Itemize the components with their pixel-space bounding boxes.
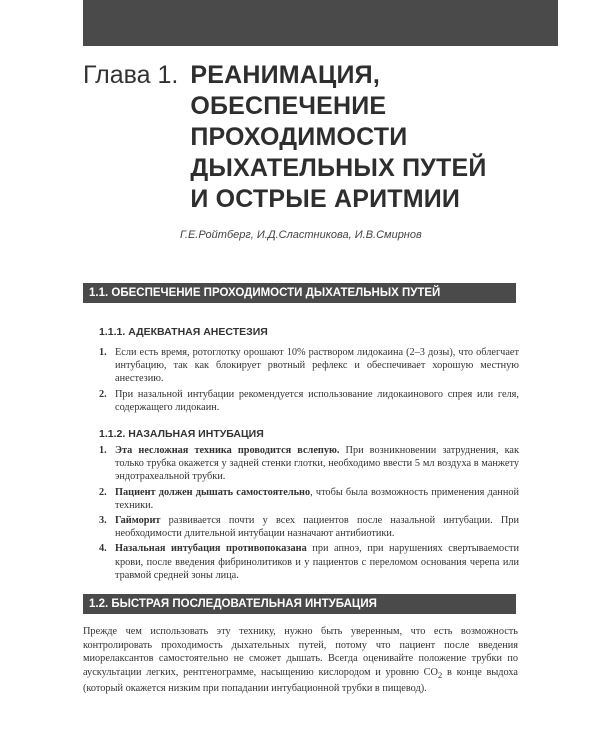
list-item-text: Если есть время, ротоглотку орошают 10% раствором лидокаина (2–3 дозы), что облегчает интубацию, так как блокирует рвотный рефлекс и обеспечивает хорошую местную анестезию. [115, 347, 519, 385]
anesthesia-list [99, 346, 519, 416]
section-heading-1-1: 1.1. ОБЕСПЕЧЕНИЕ ПРОХОДИМОСТИ ДЫХАТЕЛЬНЫХ ПУТЕЙ [83, 283, 516, 303]
list-item-text [115, 542, 519, 582]
chapter-label: Глава 1. [83, 61, 179, 89]
paragraph-text-end: в конце выдоха (который окажется низким при попадании интубационной трубки в пищевод). [83, 666, 518, 695]
section-heading-1-2: 1.2. БЫСТРАЯ ПОСЛЕДОВАТЕЛЬНАЯ ИНТУБАЦИЯ [83, 594, 516, 614]
list-item-emphasis: Назальная интубация противопоказана [115, 543, 307, 555]
paragraph-text: Прежде чем использовать эту технику, нужно быть уверенным, что есть возможность контролировать проходимость дыхательных путей, потому что пациент после введения миорелаксантов самостоятельно не сможет дышать. Всегда оценивайте положение трубки по аускультации легких, рентгенограмме, насыщению кислородом и уровню CO [83, 626, 518, 678]
chapter-title [190, 60, 486, 215]
chapter-heading [83, 60, 553, 215]
chapter-title-line: И ОСТРЫЕ АРИТМИИ [190, 185, 461, 213]
chapter-title-line: РЕАНИМАЦИЯ, [190, 61, 380, 89]
paragraph-subscript: 2 [437, 669, 443, 680]
subsection-heading-1-1-1: 1.1.1. АДЕКВАТНАЯ АНЕСТЕЗИЯ [99, 326, 268, 338]
list-item-emphasis: Пациент должен дышать самостоятельно [115, 486, 311, 498]
list-item-number: 2. [99, 486, 107, 498]
list-item-body: При возникновении затруднения, как только трубка окажется у задней стенки глотки, необходимо ввести 5 мл воздуха в манжету эндотрахеальной трубки. [115, 445, 519, 483]
list-item-number: 1. [99, 347, 107, 358]
rapid-sequence-paragraph [83, 625, 518, 696]
list-item-body: развивается почти у всех пациентов после назальной интубации. При необходимости длительной интубации назначают антибиотики. [115, 515, 519, 540]
subsection-heading-1-1-2: 1.1.2. НАЗАЛЬНАЯ ИНТУБАЦИЯ [99, 428, 264, 440]
nasal-intubation-list [99, 444, 519, 584]
list-item-number: 1. [99, 445, 107, 456]
chapter-title-line: ПРОХОДИМОСТИ [190, 123, 408, 151]
list-item [99, 514, 519, 540]
list-item-emphasis: Эта несложная техника проводится вслепую. [115, 445, 340, 456]
list-item-text [115, 486, 519, 512]
chapter-title-line: ДЫХАТЕЛЬНЫХ ПУТЕЙ [190, 154, 487, 182]
list-item-text [115, 514, 519, 540]
chapter-title-line: ОБЕСПЕЧЕНИЕ [190, 92, 387, 120]
header-bar [83, 0, 558, 46]
list-item-body: , чтобы была возможность применения данной техники. [115, 486, 519, 511]
list-item-emphasis: Гайморит [115, 515, 161, 527]
authors: Г.Е.Ройтберг, И.Д.Сластникова, И.В.Смирнов [180, 229, 422, 241]
list-item [99, 444, 519, 484]
list-item [99, 388, 519, 414]
list-item-number: 4. [99, 543, 107, 555]
list-item-text [115, 444, 519, 484]
list-item [99, 542, 519, 582]
list-item-text: При назальной интубации рекомендуется использование лидокаинового спрея или геля, содержащего лидокаин. [115, 388, 519, 413]
list-item [99, 346, 519, 386]
list-item [99, 486, 519, 512]
list-item-body: при апноэ, при нарушениях свертываемости крови, после введения фибринолитиков и у пациентов с переломом основания черепа или травмой средней зоны лица. [115, 543, 519, 581]
list-item-number: 2. [99, 388, 107, 400]
list-item-number: 3. [99, 515, 107, 527]
